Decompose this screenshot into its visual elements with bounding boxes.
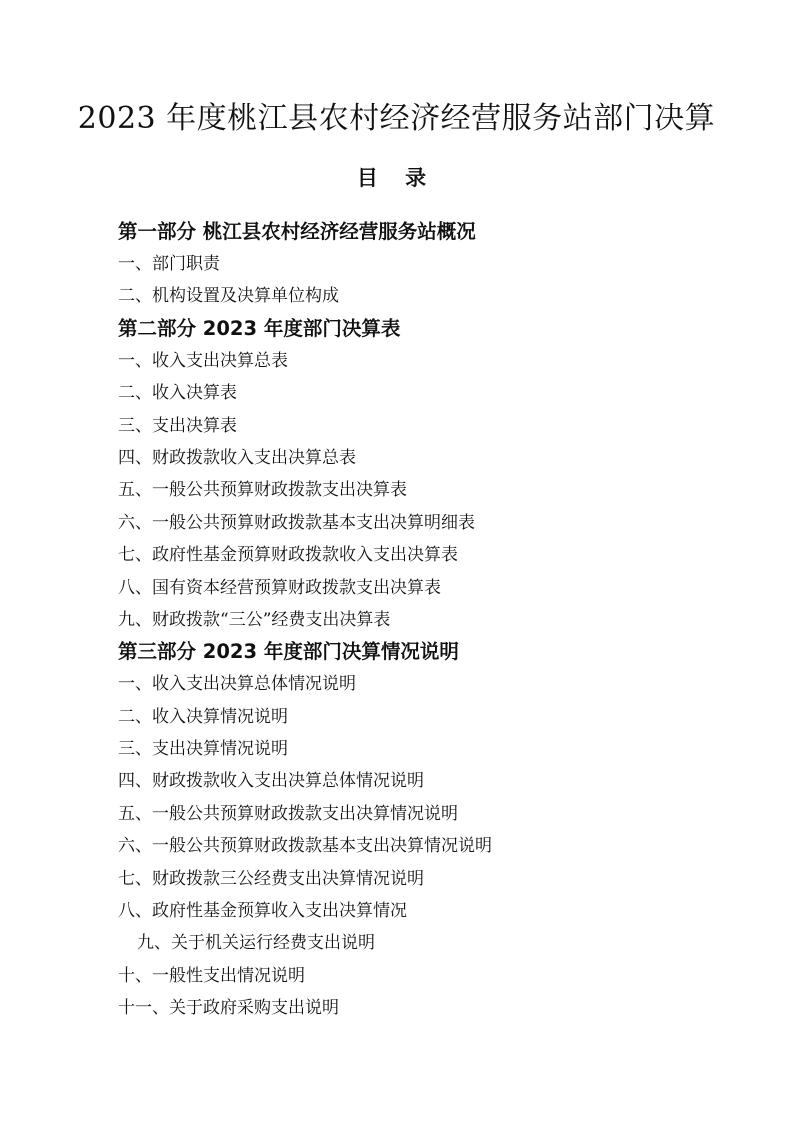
toc-item: 二、机构设置及决算单位构成 <box>118 286 339 307</box>
toc-item: 九、关于机关运行经费支出说明 <box>137 933 375 954</box>
toc-item: 四、财政拨款收入支出决算总表 <box>118 447 356 468</box>
toc-part-1-title: 第一部分 桃江县农村经济经营服务站概况 <box>118 220 476 243</box>
toc-item: 五、一般公共预算财政拨款支出决算情况说明 <box>118 803 458 824</box>
toc-heading: 目 录 <box>356 166 437 190</box>
table-of-contents <box>118 216 758 1025</box>
toc-item: 十、一般性支出情况说明 <box>118 965 305 986</box>
toc-item: 八、国有资本经营预算财政拨款支出决算表 <box>118 577 441 598</box>
toc-item: 八、政府性基金预算收入支出决算情况 <box>118 901 407 922</box>
toc-item: 四、财政拨款收入支出决算总体情况说明 <box>118 771 424 792</box>
document-title: 2023 年度桃江县农村经济经营服务站部门决算 <box>77 101 716 136</box>
toc-item: 七、政府性基金预算财政拨款收入支出决算表 <box>118 545 458 566</box>
toc-item: 六、一般公共预算财政拨款基本支出决算明细表 <box>118 512 475 533</box>
toc-item: 五、一般公共预算财政拨款支出决算表 <box>118 480 407 501</box>
toc-item: 六、一般公共预算财政拨款基本支出决算情况说明 <box>118 836 492 857</box>
toc-item: 七、财政拨款三公经费支出决算情况说明 <box>118 868 424 889</box>
toc-item: 一、收入支出决算总体情况说明 <box>118 674 356 695</box>
toc-item: 二、收入决算情况说明 <box>118 706 288 727</box>
toc-item: 三、支出决算表 <box>118 415 237 436</box>
toc-part-3-title: 第三部分 2023 年度部门决算情况说明 <box>118 640 459 664</box>
toc-item: 九、财政拨款“三公”经费支出决算表 <box>118 609 391 630</box>
toc-part-2-title: 第二部分 2023 年度部门决算表 <box>118 316 401 340</box>
toc-item: 一、收入支出决算总表 <box>118 350 288 371</box>
toc-item: 十一、关于政府采购支出说明 <box>118 998 339 1019</box>
toc-item: 三、支出决算情况说明 <box>118 739 288 760</box>
toc-item: 一、部门职责 <box>118 254 220 274</box>
toc-item: 二、收入决算表 <box>118 383 237 404</box>
